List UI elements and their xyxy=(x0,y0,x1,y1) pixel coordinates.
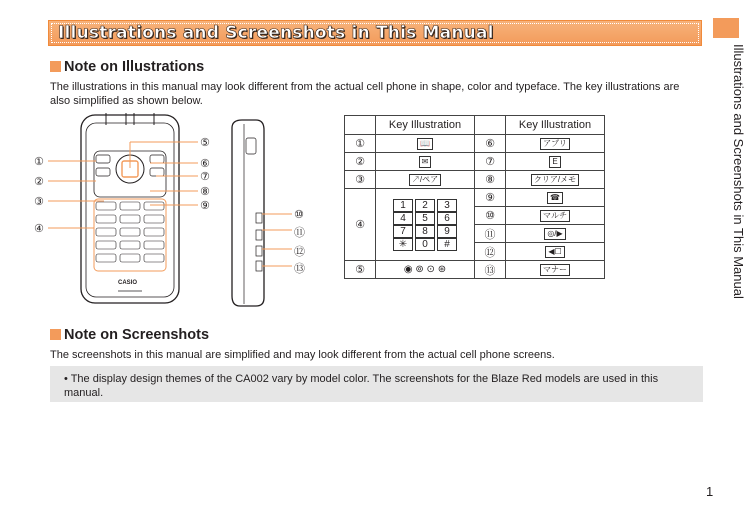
row-num: ④ xyxy=(345,189,376,261)
key-multi-icon: マルチ xyxy=(540,210,570,222)
row-num: ⑤ xyxy=(345,261,376,279)
table-header-left: Key Illustration xyxy=(376,116,475,135)
row-num: ⑨ xyxy=(475,189,506,207)
digit-key: # xyxy=(437,238,457,251)
callout-9: ⑨ xyxy=(200,199,210,212)
digit-key: 1 xyxy=(393,199,413,212)
key-e-icon: E xyxy=(549,156,560,168)
table-corner-2 xyxy=(475,116,506,135)
key-mail-icon: ✉ xyxy=(419,156,432,168)
digit-key: 5 xyxy=(415,212,435,225)
page-number: 1 xyxy=(706,484,714,499)
callout-11: ⑪ xyxy=(294,226,305,239)
table-row xyxy=(345,153,605,171)
table-row xyxy=(345,171,605,189)
digit-key: ✳ xyxy=(393,238,413,251)
navigation-keys-icon: ◉ ⊚ ⊙ ⊛ xyxy=(376,261,475,279)
callout-10: ⑩ xyxy=(294,208,304,221)
screenshots-heading-text: Note on Screenshots xyxy=(64,327,210,343)
callout-1: ① xyxy=(34,155,44,168)
digit-key: 3 xyxy=(437,199,457,212)
screenshots-heading xyxy=(50,327,209,343)
digit-key: 7 xyxy=(393,225,413,238)
digit-keys xyxy=(376,189,475,261)
key-phone-icon: ☎ xyxy=(547,192,563,204)
table-row xyxy=(345,135,605,153)
page-title: Illustrations and Screenshots in This Manual xyxy=(58,23,494,43)
row-num: ① xyxy=(345,135,376,153)
key-clear-memo-icon: クリア/メモ xyxy=(531,174,579,186)
digit-key: 6 xyxy=(437,212,457,225)
callout-12: ⑫ xyxy=(294,245,305,258)
screenshots-body: The screenshots in this manual are simplified and may look different from the actual cell phone screens. xyxy=(50,349,555,361)
key-app-icon: アプリ xyxy=(540,138,570,150)
row-num: ⑬ xyxy=(475,261,506,279)
callout-5: ⑤ xyxy=(200,136,210,149)
table-corner xyxy=(345,116,376,135)
row-num: ⑥ xyxy=(475,135,506,153)
key-call-pair-icon: ↗/ペア xyxy=(409,174,441,186)
digit-key: 2 xyxy=(415,199,435,212)
callout-6: ⑥ xyxy=(200,157,210,170)
digit-key: 9 xyxy=(437,225,457,238)
table-row xyxy=(345,261,605,279)
row-num: ⑪ xyxy=(475,225,506,243)
row-num: ② xyxy=(345,153,376,171)
key-back-icon: ◀☐ xyxy=(545,246,564,258)
note-box xyxy=(50,366,703,402)
digit-key: 0 xyxy=(415,238,435,251)
callout-7: ⑦ xyxy=(200,170,210,183)
row-num: ⑫ xyxy=(475,243,506,261)
digit-key: 8 xyxy=(415,225,435,238)
callout-4: ④ xyxy=(34,222,44,235)
table-row xyxy=(345,189,605,207)
row-num: ⑦ xyxy=(475,153,506,171)
table-header-right: Key Illustration xyxy=(506,116,605,135)
row-num: ③ xyxy=(345,171,376,189)
illustrations-body: The illustrations in this manual may look different from the actual cell phone in shape, color and typeface. The key illustrations are also simplified as shown below. xyxy=(50,81,680,107)
key-play-icon: ◎/▶ xyxy=(544,228,565,240)
row-num: ⑩ xyxy=(475,207,506,225)
callout-8: ⑧ xyxy=(200,185,210,198)
row-num: ⑧ xyxy=(475,171,506,189)
key-illustration-table xyxy=(344,115,605,279)
key-manner-icon: マナー xyxy=(540,264,570,276)
note-text: • The display design themes of the CA002 vary by model color. The screenshots for the Blaze Red models are used in this manual. xyxy=(64,373,659,399)
illustrations-heading-text: Note on Illustrations xyxy=(64,59,205,75)
heading-square-icon xyxy=(50,329,61,340)
callout-3: ③ xyxy=(34,195,44,208)
key-book-icon: 📖 xyxy=(417,138,433,150)
digit-key: 4 xyxy=(393,212,413,225)
brand-logo: CASIO xyxy=(118,280,138,286)
callout-2: ② xyxy=(34,175,44,188)
side-section-label: Illustrations and Screenshots in This Manual xyxy=(731,44,746,299)
callout-13: ⑬ xyxy=(294,262,305,275)
